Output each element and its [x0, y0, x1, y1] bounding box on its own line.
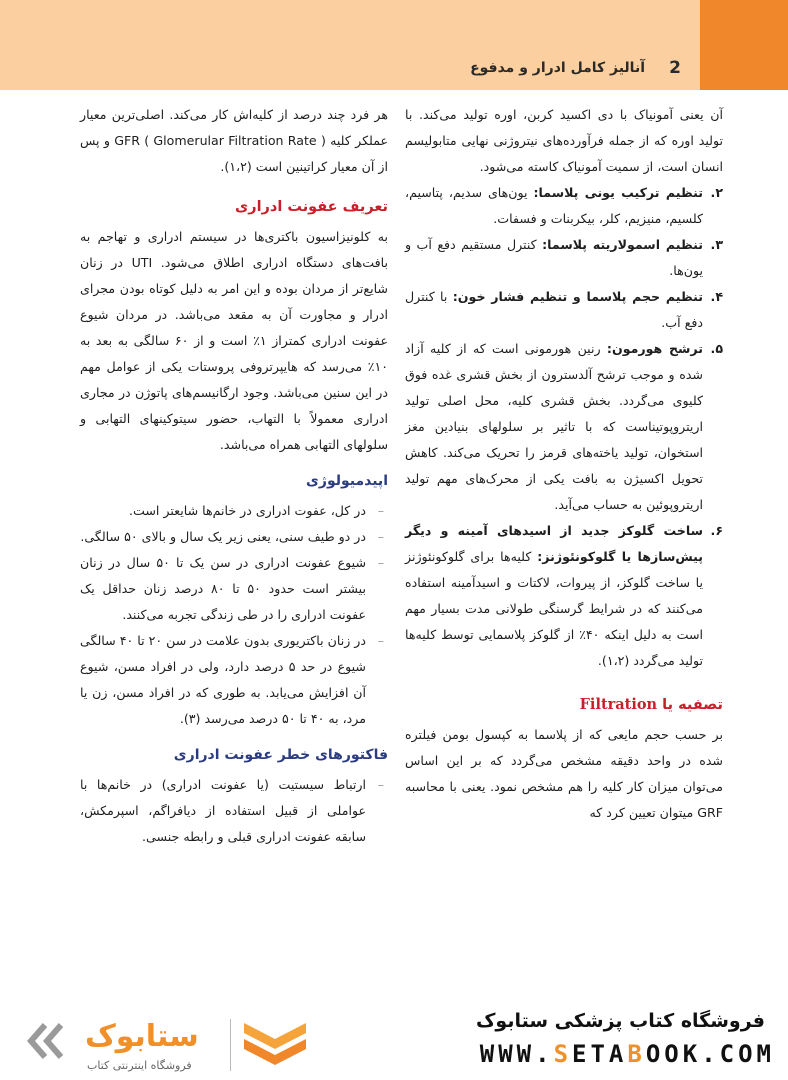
uti-text: به کلونیزاسیون باکتری‌ها در سیستم ادراری و تهاجم به بافت‌های دستگاه ادراری اطلاق می‌شود. UTI در زنان شایع‌تر از مردان بوده و این امر به دلیل کوتاه بودن مجرای ادرار و مجاورت آن به مقعد می‌باشد. در مردان شیوع عفونت ادراری کمتراز ۱٪ است و از ۶۰ سالگی به بعد به ۱۰٪ می‌رسد که هایپرتروفی پروستات یکی از عوامل مهم در این سنین می‌باشد. وجود ارگانیسم‌های پاتوژن در مجاری ادراری معمولاً با التهاب، حضور سیتوکینهای التهابی و سلولهای التهابی همراه می‌باشد.: [80, 229, 388, 452]
right-column: [405, 102, 723, 826]
item-text: کنترل مستقیم دفع آب و یون‌ها.: [405, 237, 703, 278]
item-number: ۴.: [710, 289, 723, 304]
item-lead: ترشح هورمون:: [606, 341, 703, 356]
logo-divider: [230, 1019, 231, 1071]
url-part: OOK.COM: [645, 1040, 775, 1068]
filtration-heading-en: Filtration: [579, 696, 658, 713]
store-logo: [25, 1015, 315, 1075]
left-column: [80, 102, 388, 850]
url-part: ETA: [572, 1040, 628, 1068]
header-chapter-tab: [700, 0, 788, 90]
item-text: با کنترل دفع آب.: [405, 289, 703, 330]
item-lead: تنظیم ترکیب یونی پلاسما:: [533, 185, 703, 200]
list-item: – در کل، عفوت ادراری در خانم‌ها شایعتر است.: [80, 498, 388, 524]
book-chevron-icon: [240, 1017, 310, 1073]
item-lead: تنظیم حجم پلاسما و تنظیم فشار خون:: [452, 289, 704, 304]
item-number: ۶.: [710, 523, 723, 538]
item-lead: ساخت گلوکز جدید از اسیدهای آمینه و دیگر پیش‌سازها یا گلوکونئوژنز:: [405, 523, 703, 564]
list-item: [405, 518, 723, 674]
list-item: – ارتباط سیستیت (یا عفونت ادراری) در خانم‌ها با عواملی از قبیل استفاده از دیافراگم، اسپرمکش، سابقه عفونت ادراری قبلی و رابطه جنسی.: [80, 772, 388, 850]
list-item: [405, 336, 723, 518]
item-text: رنین هورمونی است که از کلیه آزاد شده و موجب ترشح آلدسترون از بخش قشری غده فوق کلیوی می‌گردد. بخش قشری کلیه، محل اصلی تولید اریتروپوتیناست که با تاثیر بر سلولهای بنیادین مغز استخوان، تولید یاخته‌های قرمز را تحریک می‌کند. کاهش تحویل اکسیژن به بافت یکی از محرک‌های مهم تولید اریتروپوئین به حساب می‌آید.: [405, 341, 703, 512]
header-band: [0, 0, 700, 90]
left-intro: هر فرد چند درصد از کلیه‌اش کار می‌کند. اصلی‌ترین معیار عملکر کلیه GFR ( Glomerular Filtration Rate ) و پس از آن معیار کراتینین است (۱،۲).: [80, 107, 388, 174]
logo-wordmark: ستابوک: [85, 1019, 199, 1054]
epidemiology-heading: اپیدمیولوژی: [306, 473, 388, 489]
item-number: ۵.: [710, 341, 723, 356]
item-number: ۳.: [710, 237, 723, 252]
list-item: – در دو طیف سنی، یعنی زیر یک سال و بالای ۵۰ سالگی.: [80, 524, 388, 550]
chapter-title: آنالیز کامل ادرار و مدفوع: [470, 60, 645, 76]
filtration-text: بر حسب حجم مایعی که از پلاسما به کپسول بومن فیلتره شده در واحد دقیقه مشخص می‌گردد که بر این اساس می‌توان میزان کار کلیه را هم مشخص نمود. یعنی با محاسبه GRF میتوان تعیین کرد که: [405, 727, 723, 820]
url-part: WWW.: [479, 1040, 554, 1068]
url-accent: B: [627, 1040, 646, 1068]
list-item: [405, 284, 723, 336]
chapter-number: 2: [669, 58, 681, 78]
item-number: ۲.: [710, 185, 723, 200]
item-lead: تنظیم اسمولاریته پلاسما:: [542, 237, 704, 252]
url-accent: S: [553, 1040, 573, 1068]
filtration-heading-fa: تصفیه یا: [662, 697, 723, 713]
list-item: [405, 180, 723, 232]
list-item: – شیوع عفونت ادراری در سن یک تا ۵۰ سال در زنان بیشتر است حدود ۵۰ تا ۸۰ درصد زنان حداقل یک عفونت ادراری را در طی زندگی تجربه می‌کنند.: [80, 550, 388, 628]
right-intro: آن یعنی آمونیاک با دی اکسید کربن، اوره تولید می‌کند. با تولید اوره که از جمله فرآورده‌های نیتروژنی نهایی متابولیسم انسان است، از سمیت آمونیاک کاسته می‌شود.: [405, 107, 723, 174]
chevrons-icon: [25, 1021, 80, 1061]
logo-subtitle: فروشگاه اینترنتی کتاب: [87, 1059, 192, 1072]
uti-heading: تعریف عفونت ادراری: [234, 199, 388, 215]
store-title: فروشگاه کتاب پزشکی ستابوک: [475, 1010, 765, 1032]
item-text: یون‌های سدیم، پتاسیم، کلسیم، منیزیم، کلر، بیکربنات و فسفات.: [405, 185, 703, 226]
list-item: [405, 232, 723, 284]
risk-factors-heading: فاکتورهای خطر عفونت ادراری: [173, 747, 388, 763]
item-text: کلیه‌ها برای گلوکونئوژنز یا ساخت گلوکز، از پیروات، لاکتات و اسیدآمینه استفاده می‌کنند که در شرایط گرسنگی طولانی مدت بسیار مهم است به دلیل اینکه ۴۰٪ از گلوکز پلاسمایی توسط کلیه‌ها تولید می‌گردد (۱،۲).: [405, 549, 704, 668]
store-url[interactable]: [395, 1040, 775, 1068]
filtration-heading: [405, 692, 723, 718]
list-item: – در زنان باکتریوری بدون علامت در سن ۲۰ تا ۴۰ سالگی شیوع در حد ۵ درصد دارد، ولی در افراد مسن، شیوع آن افزایش می‌یابد. به طوری که در افراد مسن، زن یا مرد، به ۴۰ تا ۵۰ درصد می‌رسد (۳).: [80, 628, 388, 732]
